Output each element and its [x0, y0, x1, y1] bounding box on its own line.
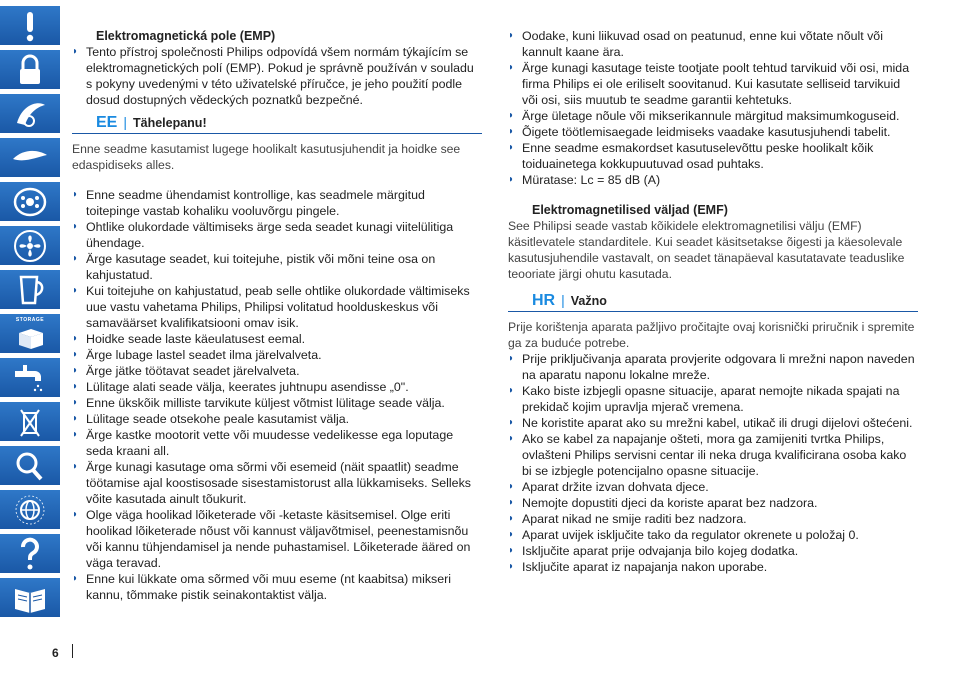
list-item: ◗ Ärge kasutage seadet, kui toitejuhe, pistik või mõni teine osa on kahjustatud. — [72, 251, 482, 283]
separator: | — [561, 292, 565, 308]
section-header-ee — [72, 114, 482, 134]
emf-heading: Elektromagnetilised väljad (EMF) — [532, 203, 728, 217]
page-number: 6 — [52, 646, 59, 660]
lang-code-ee: EE — [96, 114, 118, 131]
jug-icon[interactable] — [0, 270, 60, 309]
list-item: ◗ Ärge kunagi kasutage teiste tootjate poolt tehtud tarvikuid või osi, mida firma Philips ei ole eriliselt soovitanud. Kui kasutate selliseid tarvikuid või osi, siis muutub te seadme garantii kehtetuks. — [508, 60, 918, 108]
section-header-hr — [508, 292, 918, 312]
disc-icon[interactable] — [0, 182, 60, 221]
tap-icon[interactable] — [0, 358, 60, 397]
list-item: ◗ Aparat uvijek isključite tako da regulator okrenete u položaj 0. — [508, 527, 918, 543]
list-item: ◗ Lülitage seade otsekohe peale kasutamist välja. — [72, 411, 482, 427]
list-item: ◗ Tento přístroj společnosti Philips odpovídá všem normám týkajícím se elektromagnetických polí (EMP). Pokud je správně používán v souladu s pokyny uvedenými v této uživatelské příručce, je jeho použití podle dosud dostupných vědeckých poznatků bezpečné. — [72, 44, 482, 108]
list-item: ◗ Hoidke seade laste käeulatusest eemal. — [72, 331, 482, 347]
list-item: ◗ Isključite aparat prije odvajanja bilo kojeg dodatka. — [508, 543, 918, 559]
list-item: ◗ Oodake, kuni liikuvad osad on peatunud, enne kui võtate nõult või kannult kaane ära. — [508, 28, 918, 60]
list-item: ◗ Ohtlike olukordade vältimiseks ärge seda seadet kunagi viitelülitiga ühendage. — [72, 219, 482, 251]
list-item: ◗ Õigete töötlemisaegade leidmiseks vaadake kasutusjuhendi tabelit. — [508, 124, 918, 140]
magnifier-icon[interactable] — [0, 446, 60, 485]
sidebar — [0, 0, 60, 636]
list-item: ◗ Ärge kunagi kasutage oma sõrmi või esemeid (näit spaatlit) seadme töötamise ajal koostisosade sisestamistorust alla lükkamiseks. Selleks võite kasutada ainult tõukurit. — [72, 459, 482, 507]
lang-code-hr: HR — [532, 292, 556, 309]
list-item: ◗ Enne kui lükkate oma sõrmed või muu eseme (nt kaabitsa) mikseri kannu, tõmmake pistik seinakontaktist välja. — [72, 571, 482, 603]
list-item: ◗ Ne koristite aparat ako su mrežni kabel, utikač ili drugi dijelovi oštećeni. — [508, 415, 918, 431]
list-item: ◗ Kui toitejuhe on kahjustatud, peab selle ohtlike olukordade vältimiseks uue vastu vahetama Philips, Philipsi volitatud hoolduskeskus või samaväärset kvalifikatsiooni omav isik. — [72, 283, 482, 331]
blade-icon[interactable] — [0, 94, 60, 133]
list-item: ◗ Isključite aparat iz napajanja nakon uporabe. — [508, 559, 918, 575]
hr-intro: Prije korištenja aparata pažljivo pročitajte ovaj korisnički priručnik i spremite ga za buduće potrebe. — [508, 320, 915, 350]
list-item: ◗ Kako biste izbjegli opasne situacije, aparat nemojte nikada spajati na prekidač kojim upravlja mjerač vremena. — [508, 383, 918, 415]
separator: | — [123, 114, 127, 130]
list-item: ◗ Ärge jätke töötavat seadet järelvalveta. — [72, 363, 482, 379]
lock-icon[interactable] — [0, 50, 60, 89]
list-item: ◗ Ako se kabel za napajanje ošteti, mora ga zamijeniti tvrtka Philips, ovlašteni Philips servisni centar ili neka druga kvalificirana osoba kako bi se izbjegle potencijalno opasne situacije. — [508, 431, 918, 479]
storage-box-icon[interactable] — [0, 314, 60, 353]
exclamation-icon[interactable] — [0, 6, 60, 45]
list-item: ◗ Prije priključivanja aparata provjerite odgovara li mrežni napon naveden na aparatu naponu lokalne mreže. — [508, 351, 918, 383]
right-column — [508, 28, 918, 575]
ee-warnings-list-cont — [508, 28, 918, 188]
emp-heading: Elektromagnetická pole (EMP) — [96, 29, 276, 43]
question-icon[interactable] — [0, 534, 60, 573]
list-item: ◗ Aparat nikad ne smije raditi bez nadzora. — [508, 511, 918, 527]
list-item: ◗ Enne seadme ühendamist kontrollige, kas seadmele märgitud toitepinge vastab kohaliku vooluvõrgu pingele. — [72, 187, 482, 219]
ee-warnings-list — [72, 187, 482, 603]
list-item: ◗ Enne ükskõik milliste tarvikute küljest võtmist lülitage seade välja. — [72, 395, 482, 411]
emf-text: See Philipsi seade vastab kõikidele elektromagnetilisi välju (EMF) käsitlevatele standarditele. Kui seadet käsitsetakse õigesti ja käesolevale kasutusjuhendile vastavalt, on seadet tänapäeval kasutatavate teaduslike teooriate järgi ohutu kasutada. — [508, 219, 905, 281]
emp-list — [72, 44, 482, 108]
storage-label: STORAGE — [15, 317, 45, 323]
list-item: ◗ Müratase: Lc = 85 dB (A) — [508, 172, 918, 188]
ee-intro: Enne seadme kasutamist lugege hoolikalt kasutusjuhendit ja hoidke see edaspidiseks alles. — [72, 142, 461, 172]
list-item: ◗ Ärge lubage lastel seadet ilma järelvalveta. — [72, 347, 482, 363]
list-item: ◗ Ärge kastke mootorit vette või muudesse vedelikesse ega loputage seda kraani all. — [72, 427, 482, 459]
hr-warnings-list — [508, 351, 918, 575]
page-number-divider — [72, 644, 73, 658]
book-icon[interactable] — [0, 578, 60, 617]
no-bin-icon[interactable] — [0, 402, 60, 441]
list-item: ◗ Nemojte dopustiti djeci da koriste aparat bez nadzora. — [508, 495, 918, 511]
whisk-icon[interactable] — [0, 138, 60, 177]
fan-icon[interactable] — [0, 226, 60, 265]
list-item: ◗ Ärge ületage nõule või mikserikannule märgitud maksimumkoguseid. — [508, 108, 918, 124]
left-column — [72, 28, 482, 603]
list-item: ◗ Lülitage alati seade välja, keerates juhtnupu asendisse „0". — [72, 379, 482, 395]
globe-guarantee-icon[interactable] — [0, 490, 60, 529]
section-title-hr: Važno — [570, 294, 607, 308]
list-item: ◗ Olge väga hoolikad lõiketerade või -ketaste käsitsemisel. Olge eriti hoolikad lõiketerade nõust või kannust väljavõtmisel, peenestamisnõu või kannu tühjendamisel ja nende puhastamisel. Lõiketerade ääred on väga teravad. — [72, 507, 482, 571]
section-title-ee: Tähelepanu! — [132, 116, 207, 130]
list-item: ◗ Aparat držite izvan dohvata djece. — [508, 479, 918, 495]
list-item: ◗ Enne seadme esmakordset kasutuselevõttu peske hoolikalt kõik toiduainetega kokkupuutuvad osad puhtaks. — [508, 140, 918, 172]
